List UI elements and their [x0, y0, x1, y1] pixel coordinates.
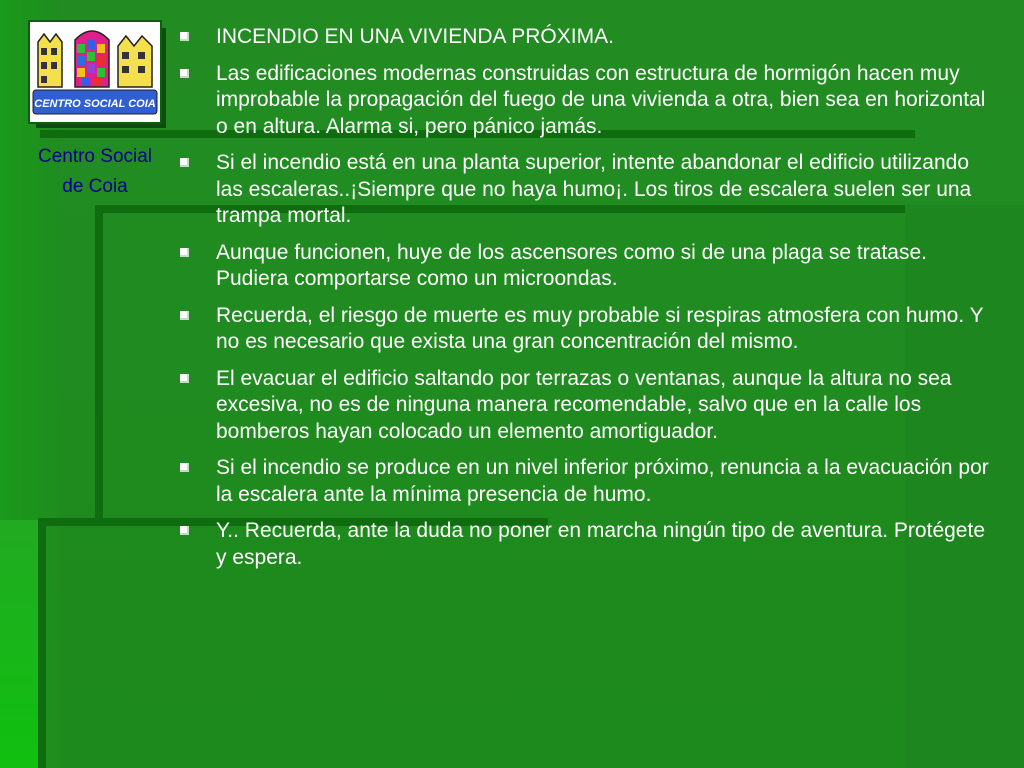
lower-left-gradient: [0, 520, 40, 768]
bullet-list: [180, 24, 1000, 581]
bullet-square-icon: [180, 158, 189, 167]
organization-caption: [12, 142, 178, 202]
list-item: [180, 240, 1000, 293]
bullet-text: Si el incendio se produce en un nivel inferior próximo, renuncia a la evacuación por la escalera ante la mínima presencia de humo.: [216, 456, 989, 506]
bullet-square-icon: [180, 311, 189, 320]
bullet-text: Y.. Recuerda, ante la duda no poner en marcha ningún tipo de aventura. Protégete y espera.: [216, 519, 985, 569]
bullet-square-icon: [180, 526, 189, 535]
bullet-square-icon: [180, 374, 189, 383]
decorative-line: [95, 205, 103, 520]
list-item: [180, 150, 1000, 230]
caption-line-2: de Coia: [62, 176, 128, 197]
list-item: [180, 303, 1000, 356]
bullet-text: INCENDIO EN UNA VIVIENDA PRÓXIMA.: [216, 25, 614, 48]
list-item: [180, 455, 1000, 508]
logo-text: CENTRO SOCIAL COIA: [34, 98, 156, 110]
bullet-text: Recuerda, el riesgo de muerte es muy probable si respiras atmosfera con humo. Y no es necesario que exista una gran concentración del mismo.: [216, 303, 984, 353]
bullet-text: Las edificaciones modernas construidas con estructura de hormigón hacen muy improbable la propagación del fuego de una vivienda a otra, bien sea en horizontal o en altura. Alarma si, pero pánico jamás.: [216, 61, 986, 138]
bullet-square-icon: [180, 463, 189, 472]
logo-image: [30, 22, 160, 122]
decorative-line: [38, 518, 46, 768]
caption-line-1: Centro Social: [37, 146, 153, 167]
bullet-text: Aunque funcionen, huye de los ascensores como si de una plaga se tratase. Pudiera comportarse como un microondas.: [216, 240, 927, 290]
logo: [28, 20, 162, 124]
bullet-text: Si el incendio está en una planta superior, intente abandonar el edificio utilizando las escaleras..¡Siempre que no haya humo¡. Los tiros de escalera suelen ser una trampa mortal.: [216, 151, 972, 227]
bullet-square-icon: [180, 32, 189, 41]
list-item: [180, 61, 1000, 141]
bullet-square-icon: [180, 69, 189, 78]
list-item: [180, 518, 1000, 571]
list-item: [180, 366, 1000, 446]
bullet-square-icon: [180, 248, 189, 257]
list-item: [180, 24, 1000, 51]
bullet-text: El evacuar el edificio saltando por terrazas o ventanas, aunque la altura no sea excesiva, no es de ninguna manera recomendable, salvo que en la calle los bomberos hayan colocado un elemento amortiguador.: [216, 366, 952, 443]
